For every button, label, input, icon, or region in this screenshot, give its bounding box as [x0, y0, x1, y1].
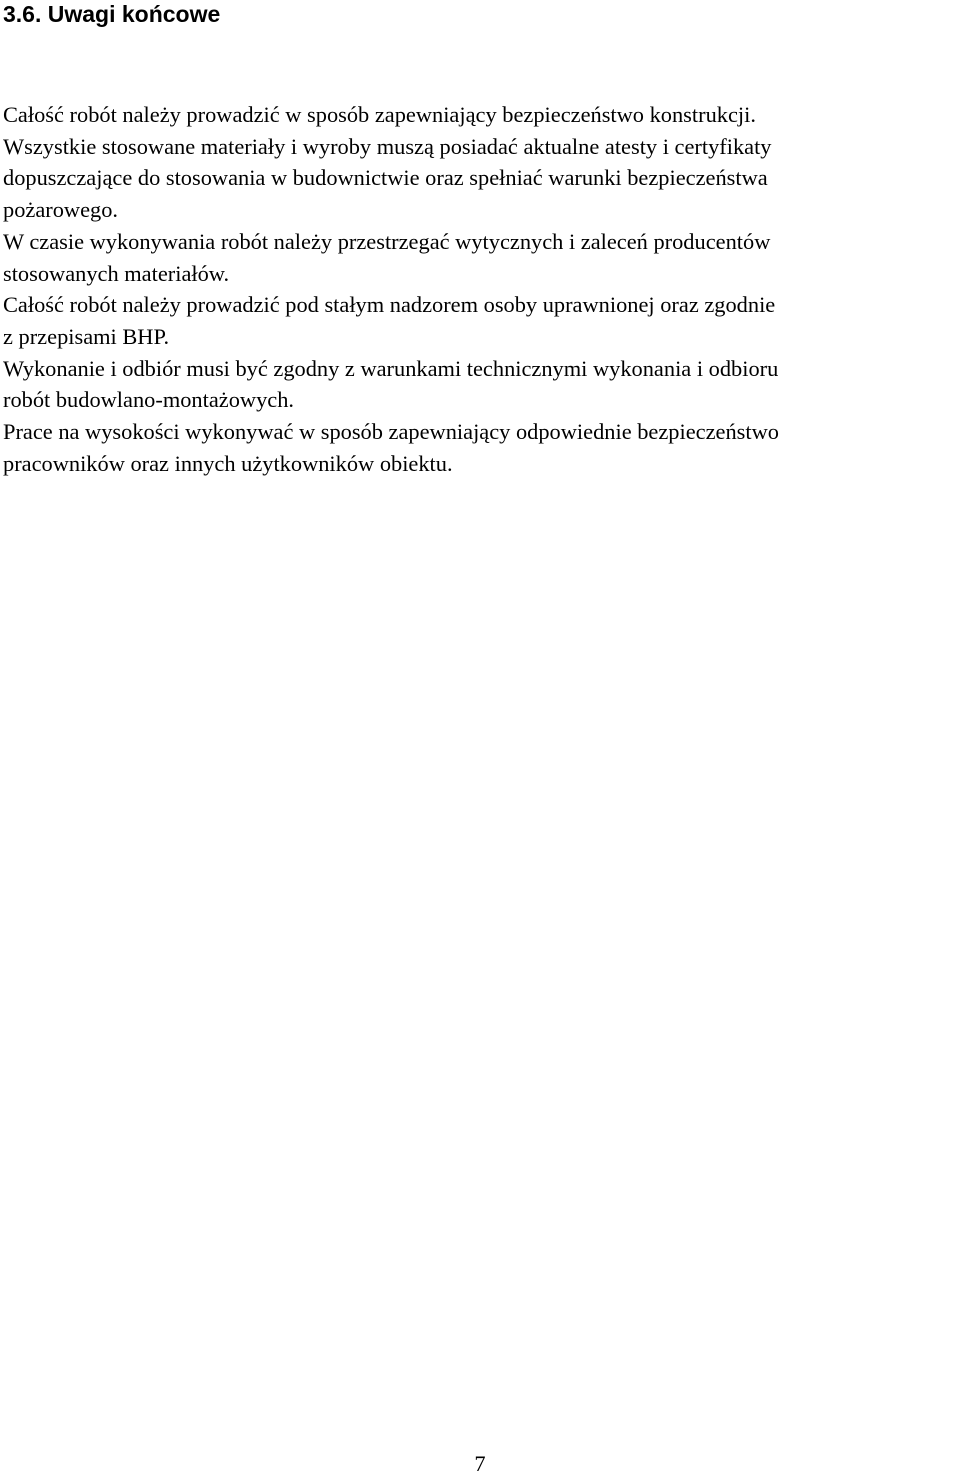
body-text: [3, 99, 957, 479]
text-line: Całość robót należy prowadzić pod stałym nadzorem osoby uprawnionej oraz zgodnie: [3, 292, 776, 318]
text-line: Wykonanie i odbiór musi być zgodny z warunkami technicznymi wykonania i odbioru: [3, 355, 779, 381]
text-line: pracowników oraz innych użytkowników obiektu.: [3, 450, 453, 476]
text-line: Prace na wysokości wykonywać w sposób zapewniający odpowiednie bezpieczeństwo: [3, 419, 779, 445]
text-line: z przepisami BHP.: [3, 323, 170, 349]
text-line: dopuszczające do stosowania w budownictwie oraz spełniać warunki bezpieczeństwa: [3, 165, 768, 191]
text-line: pożarowego.: [3, 197, 119, 223]
text-line: robót budowlano-montażowych.: [3, 387, 295, 413]
text-line: Całość robót należy prowadzić w sposób zapewniający bezpieczeństwo konstrukcji.: [3, 102, 756, 127]
text-line: W czasie wykonywania robót należy przestrzegać wytycznych i zaleceń producentów: [3, 228, 771, 254]
text-line: Wszystkie stosowane materiały i wyroby muszą posiadać aktualne atesty i certyfikaty: [3, 133, 772, 159]
section-heading: 3.6. Uwagi końcowe: [3, 1, 221, 27]
page-number: 7: [474, 1451, 486, 1476]
text-line: stosowanych materiałów.: [3, 260, 230, 286]
